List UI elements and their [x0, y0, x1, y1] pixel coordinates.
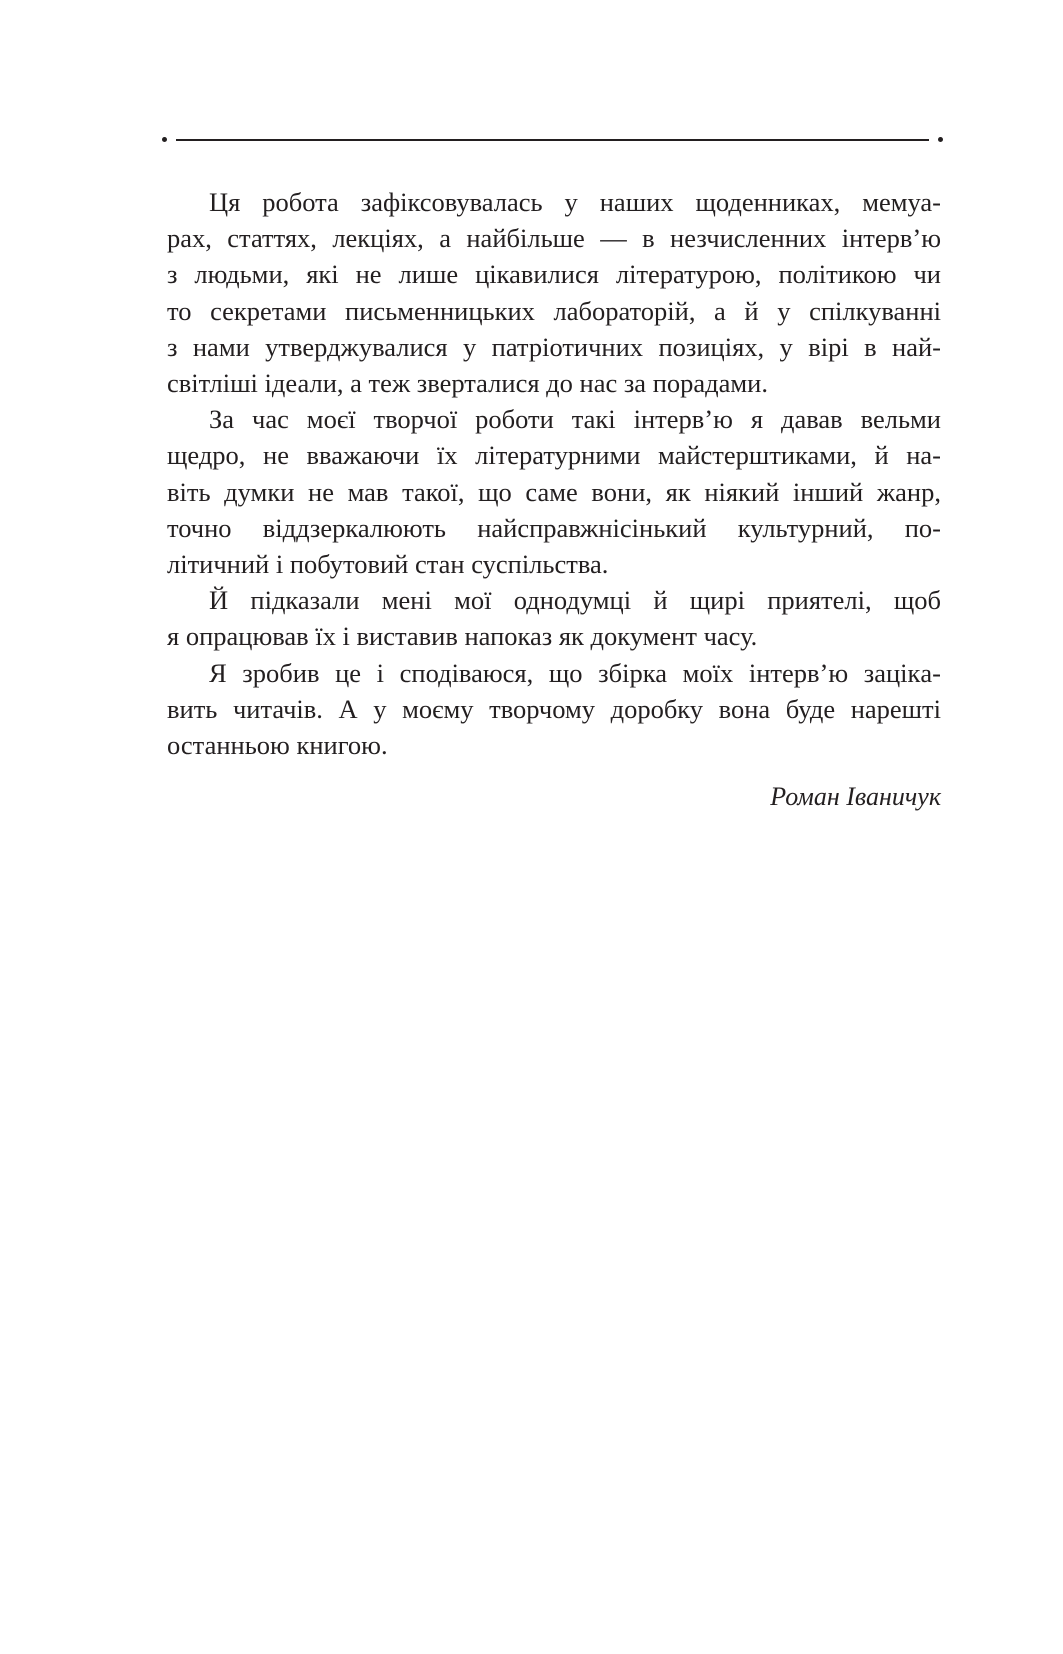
text-line: Ця робота зафіксовувалась у наших щоденниках, мемуа-: [209, 187, 941, 217]
body-text: [167, 184, 941, 763]
paragraph-2: [167, 401, 941, 582]
text-line: Й підказали мені мої однодумці й щирі приятелі, щоб: [209, 585, 941, 616]
paragraph-3: [167, 582, 941, 654]
rule-line: [176, 139, 929, 141]
text-line: рах, статтях, лекціях, а найбільше — в незчисленних інтерв’ю: [167, 223, 941, 254]
text-line: вить читачів. А у моєму творчому доробку вона буде нарешті: [167, 693, 941, 724]
text-line: я опрацював їх і виставив напоказ як документ часу.: [167, 621, 758, 652]
rule-dot-right: [938, 137, 943, 142]
text-line: світліші ідеали, а теж зверталися до нас за порадами.: [167, 368, 768, 399]
paragraph-1: [167, 184, 941, 401]
text-line: Я зробив це і сподіваюся, що збірка моїх інтерв’ю зацікa-: [209, 657, 941, 688]
text-line: то секретами письменницьких лабораторій, а й у спілкуванні: [167, 295, 941, 326]
text-line: з нами утверджувалися у патріотичних позиціях, у вірі в най-: [167, 331, 941, 362]
text-line: з людьми, які не лише цікавилися літературою, політикою чи: [167, 259, 941, 290]
author-signature: Роман Іваничук: [770, 782, 941, 811]
text-line: віть думки не мав такої, що саме вони, як ніякий інший жанр,: [167, 476, 941, 507]
paragraph-4: [167, 655, 941, 764]
text-line: За час моєї творчої роботи такі інтерв’ю я давав вельми: [209, 404, 941, 435]
text-line: літичний і побутовий стан суспільства.: [167, 549, 609, 580]
text-line: точно віддзеркалюють найсправжнісінький культурний, по-: [167, 512, 941, 543]
text-line: щедро, не вважаючи їх літературними майстерштиками, й на-: [167, 440, 941, 471]
rule-dot-left: [162, 137, 167, 142]
header-rule: [162, 136, 943, 144]
text-line: останньою книгою.: [167, 730, 388, 761]
